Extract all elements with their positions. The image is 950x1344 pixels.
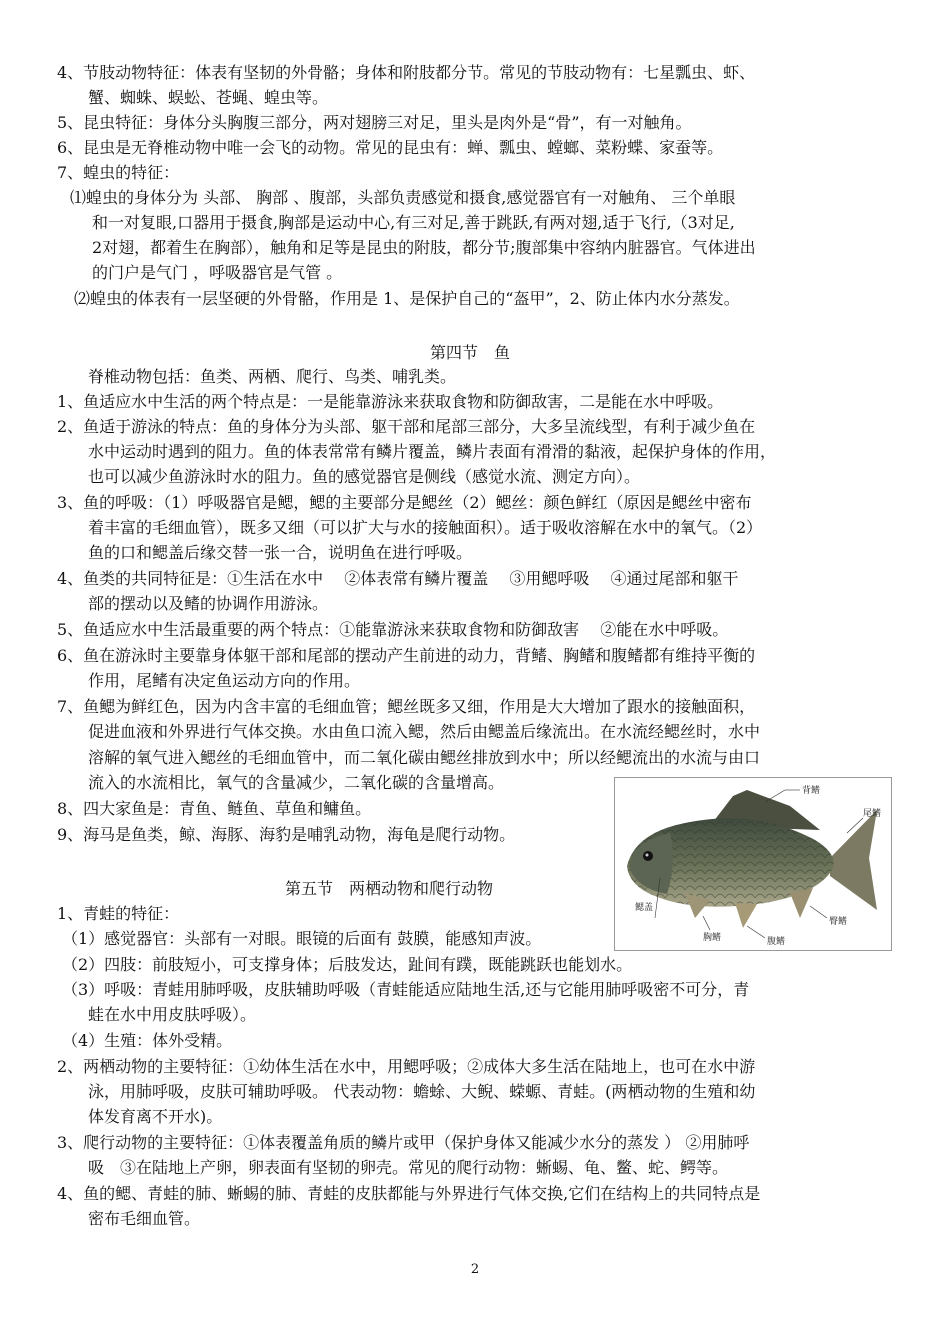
text-line: 3、爬行动物的主要特征：①体表覆盖角质的鳞片或甲（保护身体又能减少水分的蒸发 ） ②用肺呼 xyxy=(57,1133,750,1152)
text-line: 2、两栖动物的主要特征：①幼体生活在水中，用鳃呼吸；②成体大多生活在陆地上，也可在水中游 xyxy=(57,1057,756,1076)
text-line: 4、鱼的鳃、青蛙的肺、蜥蜴的肺、青蛙的皮肤都能与外界进行气体交换,它们在结构上的共同特点是 xyxy=(57,1184,761,1203)
text-line: 2、鱼适于游泳的特点：鱼的身体分为头部、躯干部和尾部三部分，大多呈流线型，有利于减少鱼在 xyxy=(57,417,756,436)
text-line: 体发育离不开水)。 xyxy=(88,1107,223,1126)
text-line: 1、青蛙的特征： xyxy=(57,904,180,923)
text-line: 2对翅，都着生在胸部），触角和足等是昆虫的附肢，都分节;腹部集中容纳内脏器官。气体进出 xyxy=(92,238,756,257)
text-line: 密布毛细血管。 xyxy=(88,1209,201,1228)
text-line: 蟹、蜘蛛、蜈蚣、苍蝇、蝗虫等。 xyxy=(88,88,329,107)
text-line: 促进血液和外界进行气体交换。水由鱼口流入鳃，然后由鳃盖后缘流出。在水流经鳃丝时，水中 xyxy=(88,722,761,741)
text-line: （3）呼吸：青蛙用肺呼吸，皮肤辅助呼吸（青蛙能适应陆地生活,还与它能用肺呼吸密不可分，青 xyxy=(62,980,750,999)
text-line: ⑵蝗虫的体表有一层坚硬的外骨骼，作用是 1、是保护自己的“盔甲”，2、防止体内水分蒸发。 xyxy=(74,289,740,308)
text-line: 流入的水流相比，氧气的含量减少，二氧化碳的含量增高。 xyxy=(88,773,505,792)
text-line: 也可以减少鱼游泳时水的阻力。鱼的感觉器官是侧线（感觉水流、测定方向）。 xyxy=(88,467,641,486)
text-line: 作用，尾鳍有决定鱼运动方向的作用。 xyxy=(88,671,361,690)
ventral-fin xyxy=(735,903,757,928)
text-line: 的门户是气门 ，呼吸器官是气管 。 xyxy=(92,263,343,282)
fish-diagram xyxy=(614,777,892,951)
text-line: 鱼的口和鳃盖后缘交替一张一合，说明鱼在进行呼吸。 xyxy=(88,543,473,562)
text-line: 脊椎动物包括：鱼类、两栖、爬行、鸟类、哺乳类。 xyxy=(88,367,457,386)
text-line: （4）生殖：体外受精。 xyxy=(62,1031,233,1050)
text-line: 5、昆虫特征：身体分头胸腹三部分，两对翅膀三对足，里头是肉外是“骨”，有一对触角。 xyxy=(57,113,692,132)
text-line: 9、海马是鱼类，鲸、海豚、海豹是哺乳动物，海龟是爬行动物。 xyxy=(57,825,516,844)
text-line: 和一对复眼,口器用于摄食,胸部是运动中心,有三对足,善于跳跃,有两对翅,适于飞行,（3对足, xyxy=(92,213,735,232)
text-line: 6、昆虫是无脊椎动物中唯一会飞的动物。常见的昆虫有：蝉、瓢虫、螳螂、菜粉蝶、家蚕等。 xyxy=(57,138,724,157)
text-line: ⑴蝗虫的身体分为 头部、 胸部 、腹部，头部负责感觉和摄食,感觉器官有一对触角、 三个单眼 xyxy=(70,188,736,207)
anal-fin xyxy=(790,888,813,918)
text-line: 1、鱼适应水中生活的两个特点是：一是能靠游泳来获取食物和防御敌害，二是能在水中呼吸。 xyxy=(57,392,724,411)
text-line: （1）感觉器官：头部有一对眼。眼镜的后面有 鼓膜，能感知声波。 xyxy=(62,929,542,948)
text-line: 4、鱼类的共同特征是：①生活在水中 ②体表常有鳞片覆盖 ③用鳃呼吸 ④通过尾部和躯干 xyxy=(57,569,739,588)
text-line: 部的摆动以及鳍的协调作用游泳。 xyxy=(88,594,329,613)
gill-cover-label: 鳃盖 xyxy=(635,903,654,913)
text-line: （2）四肢：前肢短小，可支撑身体；后肢发达，趾间有蹼，既能跳跃也能划水。 xyxy=(62,955,633,974)
text-line: 着丰富的毛细血管），既多又细（可以扩大与水的接触面积）。适于吸收溶解在水中的氧气。（2） xyxy=(88,518,763,537)
text-line: 水中运动时遇到的阻力。鱼的体表常常有鳞片覆盖，鳞片表面有滑滑的黏液，起保护身体的作用， xyxy=(88,442,777,461)
tail-fin-label: 尾鳍 xyxy=(863,809,882,819)
text-line: 泳，用肺呼吸，皮肤可辅助呼吸。 代表动物：蟾蜍、大鲵、蝾螈、青蛙。(两栖动物的生殖和幼 xyxy=(88,1082,756,1101)
text-line: 6、鱼在游泳时主要靠身体躯干部和尾部的摆动产生前进的动力，背鳍、胸鳍和腹鳍都有维持平衡的 xyxy=(57,646,756,665)
text-line: 3、鱼的呼吸：（1）呼吸器官是鳃，鳃的主要部分是鳃丝（2）鳃丝：颜色鲜红（原因是鳃丝中密布 xyxy=(57,493,752,512)
pectoral-fin-label: 胸鳍 xyxy=(703,933,722,943)
fish-illustration xyxy=(615,778,891,950)
text-line: 7、蝗虫的特征： xyxy=(57,163,180,182)
gill-cover xyxy=(629,833,673,894)
section-heading: 第四节 鱼 xyxy=(430,343,511,362)
dorsal-fin-label: 背鳍 xyxy=(802,786,821,796)
text-line: 7、鱼鳃为鲜红色，因为内含丰富的毛细血管；鳃丝既多又细，作用是大大增加了跟水的接触面积， xyxy=(57,697,756,716)
text-line: 4、节肢动物特征：体表有坚韧的外骨骼；身体和附肢都分节。常见的节肢动物有：七星瓢虫、虾、 xyxy=(57,63,756,82)
anal-fin-label: 臀鳍 xyxy=(829,917,848,927)
ventral-fin-label: 腹鳍 xyxy=(767,937,786,947)
tail-fin xyxy=(830,810,877,910)
page-number: 2 xyxy=(470,1262,480,1277)
text-line: 5、鱼适应水中生活最重要的两个特点：①能靠游泳来获取食物和防御敌害 ②能在水中呼吸。 xyxy=(57,620,729,639)
section-heading: 第五节 两栖动物和爬行动物 xyxy=(285,879,494,898)
text-line: 8、四大家鱼是：青鱼、鲢鱼、草鱼和鳙鱼。 xyxy=(57,799,372,818)
text-line: 吸 ③在陆地上产卵，卵表面有坚韧的卵壳。常见的爬行动物：蜥蜴、龟、鳖、蛇、鳄等。 xyxy=(88,1158,729,1177)
text-line: 溶解的氧气进入鳃丝的毛细血管中，而二氧化碳由鳃丝排放到水中；所以经鳃流出的水流与由口 xyxy=(88,748,761,767)
text-line: 蛙在水中用皮肤呼吸）。 xyxy=(88,1005,257,1024)
